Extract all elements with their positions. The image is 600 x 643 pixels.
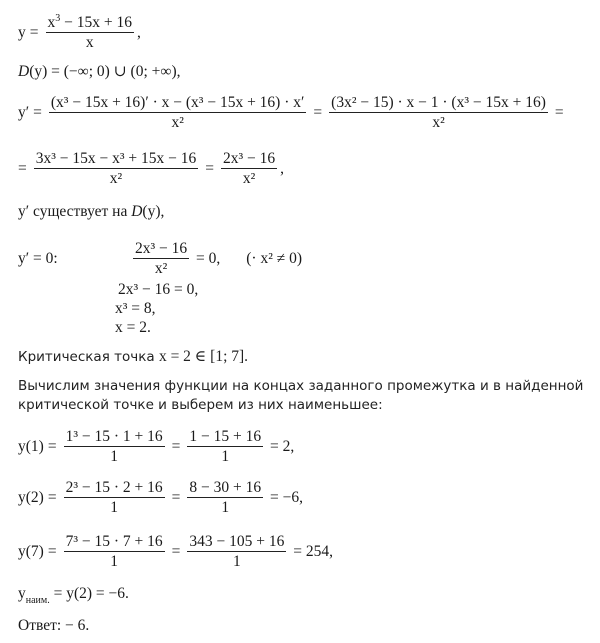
zero-step-3: x = 2. <box>115 319 151 336</box>
value-fraction-1 <box>64 533 165 570</box>
equals-sign: = <box>33 103 42 121</box>
value-lhs: y(7) <box>18 542 44 560</box>
answer-value: − 6. <box>61 617 90 634</box>
value-denominator: 1 <box>221 448 230 465</box>
equals-sign: = <box>47 437 57 455</box>
derivative-fraction-4 <box>221 150 277 187</box>
value-denominator: 1 <box>232 553 241 570</box>
value-numerator: 8 − 30 + 16 <box>189 479 262 496</box>
value-fraction-1 <box>64 479 165 516</box>
zero-step-2: x³ = 8, <box>115 300 156 317</box>
value-row-2 <box>18 479 303 516</box>
zero-note: (· x² ≠ 0) <box>246 249 303 267</box>
value-denominator: 1 <box>110 448 118 465</box>
domain-statement <box>18 62 180 81</box>
critical-expr: x = 2 ∈ [1; 7]. <box>158 348 249 365</box>
answer <box>18 617 89 635</box>
domain-rhs: = (−∞; 0) ∪ (0; +∞), <box>47 63 181 80</box>
derivative-line-2 <box>18 150 284 187</box>
derivative-numerator-2: (3x² − 15) · x − 1 · (x³ − 15x + 16) <box>331 94 546 111</box>
derivative-denominator-3: x² <box>109 170 123 187</box>
zero-step-1: 2x³ − 16 = 0, <box>118 281 199 298</box>
critical-text: Критическая точка <box>18 348 159 365</box>
zero-tail: = 0, <box>192 249 221 267</box>
equals-sign: = <box>47 542 57 560</box>
equals-sign: = <box>171 542 181 560</box>
derivative-exists <box>18 203 164 221</box>
zero-fraction <box>133 240 189 277</box>
derivative-fraction-2 <box>329 94 548 131</box>
value-row-3 <box>18 533 333 570</box>
derivative-numerator-4: 2x³ − 16 <box>223 150 276 167</box>
derivative-denominator-1: x² <box>171 114 184 131</box>
function-denominator: x <box>85 34 94 51</box>
value-fraction-2 <box>187 479 263 516</box>
function-tail: , <box>136 23 141 41</box>
derivative-fraction-1 <box>49 94 307 131</box>
value-denominator: 1 <box>110 499 118 516</box>
derivative-fraction-3 <box>34 150 199 187</box>
value-numerator: 2³ − 15 · 2 + 16 <box>65 479 163 496</box>
derivative-denominator-2: x² <box>432 114 445 131</box>
zero-lhs: y′ = 0: <box>18 249 58 267</box>
function-definition <box>18 14 141 51</box>
value-numerator: 7³ − 15 · 7 + 16 <box>65 533 163 550</box>
domain-d: D <box>18 62 30 80</box>
derivative-lhs: y′ <box>18 103 30 121</box>
equals-sign: = <box>171 437 181 455</box>
derivative-numerator-3: 3x³ − 15x − x³ + 15x − 16 <box>35 150 197 167</box>
value-denominator: 1 <box>221 499 230 516</box>
num-power: 3 <box>55 13 61 24</box>
value-numerator: 1 − 15 + 16 <box>189 428 262 445</box>
value-lhs: y(2) <box>18 488 44 506</box>
equals-sign: = <box>18 159 27 177</box>
value-lhs: y(1) <box>18 437 44 455</box>
value-result: = 2, <box>266 437 295 455</box>
value-fraction-2 <box>187 428 263 465</box>
minimum-statement <box>18 584 129 604</box>
critical-point <box>18 347 248 366</box>
derivative-denominator-4: x² <box>242 170 256 187</box>
domain-arg: (y) <box>29 62 48 80</box>
function-fraction <box>46 14 134 51</box>
value-fraction-2 <box>187 533 286 570</box>
equals-sign: = <box>29 23 39 41</box>
value-fraction-1 <box>64 428 165 465</box>
derivative-numerator-1: (x³ − 15x + 16)′ · x − (x³ − 15x + 16) · x′ <box>50 94 305 111</box>
equals-sign: = <box>313 103 323 121</box>
zero-denominator: x² <box>154 260 168 277</box>
answer-label: Ответ: <box>18 617 62 634</box>
zero-equation <box>18 240 302 277</box>
function-lhs: y <box>18 23 26 41</box>
equals-sign: = <box>171 488 181 506</box>
equals-sign: = <box>47 488 57 506</box>
value-numerator: 1³ − 15 · 1 + 16 <box>65 428 163 445</box>
num-base: x <box>47 14 56 31</box>
value-numerator: 343 − 105 + 16 <box>189 533 285 550</box>
instruction-line-1: Вычислим значения функции на концах заданного промежутка и в найденной <box>18 378 584 394</box>
derivative-line-1 <box>18 94 568 131</box>
value-denominator: 1 <box>110 553 118 570</box>
minimum-y: y <box>18 585 26 602</box>
exists-arg: (y), <box>142 203 165 220</box>
exists-text: y′ существует на <box>18 203 132 220</box>
num-rest: − 15x + 16 <box>60 14 132 31</box>
minimum-sub: наим. <box>25 595 50 606</box>
zero-numerator: 2x³ − 16 <box>135 240 188 257</box>
value-result: = −6, <box>266 488 303 506</box>
value-row-1 <box>18 428 294 465</box>
exists-d: D <box>131 203 143 220</box>
equals-sign: = <box>205 159 215 177</box>
derivative-tail: , <box>280 159 285 177</box>
equals-sign: = <box>554 103 564 121</box>
instruction-line-2: критической точке и выберем из них наименьшее: <box>18 397 383 413</box>
function-numerator <box>46 14 134 33</box>
value-result: = 254, <box>289 542 333 560</box>
minimum-rhs: = y(2) = −6. <box>49 585 129 602</box>
